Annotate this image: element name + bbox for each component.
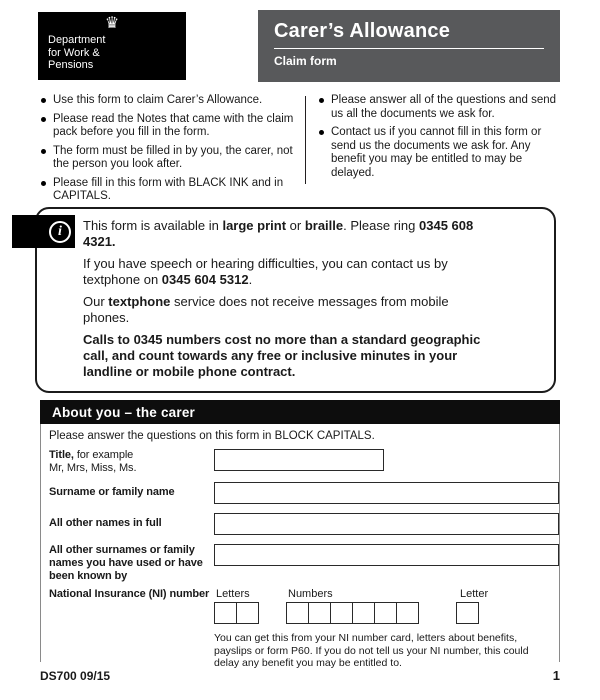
ni-help-text: You can get this from your NI number card, letters about benefits, payslips or form P60. If you do not tell us your NI number, this could delay any benefit you may be entitled to. bbox=[214, 632, 529, 669]
form-code: DS700 bbox=[40, 669, 77, 683]
ni-numbers-group bbox=[286, 602, 419, 624]
ni-field-label: National Insurance (NI) number bbox=[49, 588, 210, 600]
logo-line-1: Department bbox=[48, 34, 106, 46]
surname-field-row bbox=[49, 482, 551, 504]
info-paragraph: Calls to 0345 numbers cost no more than a standard geographic call, and count towards any free or inclusive minutes in your landline or mobile phone contract. bbox=[83, 332, 481, 379]
other-surnames-field-label: All other surnames or family names you have used or have been known by bbox=[49, 544, 203, 582]
other-names-field-label: All other names in full bbox=[49, 517, 162, 529]
form-subtitle: Claim form bbox=[274, 54, 337, 68]
intro-left-list bbox=[40, 94, 295, 209]
info-paragraph: Our textphone service does not receive messages from mobile phones. bbox=[83, 294, 449, 325]
title-divider bbox=[274, 48, 544, 49]
logo-line-2: for Work & bbox=[48, 46, 100, 59]
info-tab bbox=[12, 215, 75, 248]
surname-field-label: Surname or family name bbox=[49, 486, 175, 498]
block-capitals-instruction: Please answer the questions on this form in BLOCK CAPITALS. bbox=[49, 430, 375, 442]
accessibility-info-box bbox=[35, 207, 556, 393]
column-divider bbox=[305, 96, 306, 184]
title-field-row bbox=[49, 449, 551, 477]
other-names-input[interactable] bbox=[214, 513, 559, 535]
other-surnames-field-row bbox=[49, 544, 551, 584]
ni-number-box-6[interactable] bbox=[396, 602, 419, 624]
section-title: About you – the carer bbox=[52, 404, 195, 420]
ni-numbers-label: Numbers bbox=[288, 588, 333, 600]
title-label-line2: Mr, Mrs, Miss, Ms. bbox=[49, 462, 137, 474]
title-label-line1: Title, for example bbox=[49, 449, 134, 461]
ni-number-box-2[interactable] bbox=[308, 602, 331, 624]
intro-bullet: Please answer all of the questions and send us all the documents we ask for. bbox=[318, 94, 560, 121]
other-names-field-row bbox=[49, 513, 551, 535]
form-title: Carer’s Allowance bbox=[274, 20, 451, 42]
intro-right-list bbox=[318, 94, 560, 185]
ni-letter-box-1[interactable] bbox=[214, 602, 237, 624]
page-number: 1 bbox=[552, 668, 560, 683]
intro-bullet: The form must be filled in by you, the carer, not the person you look after. bbox=[40, 145, 295, 172]
ni-letter-label: Letter bbox=[460, 588, 489, 600]
ni-number-box-5[interactable] bbox=[374, 602, 397, 624]
logo-line-3: Pensions bbox=[48, 59, 94, 71]
surname-input[interactable] bbox=[214, 482, 559, 504]
ni-letter-box-2[interactable] bbox=[236, 602, 259, 624]
intro-bullet: Please read the Notes that came with the claim pack before you fill in the form. bbox=[40, 113, 295, 140]
ni-final-letter-group bbox=[456, 602, 479, 624]
info-paragraph: If you have speech or hearing difficulties, you can contact us by textphone on 0345 604 5312. bbox=[83, 256, 448, 287]
page-footer bbox=[40, 668, 560, 683]
title-input[interactable] bbox=[214, 449, 384, 471]
intro-bullet: Please fill in this form with BLACK INK and in CAPITALS. bbox=[40, 177, 295, 204]
ni-number-field-row bbox=[49, 588, 551, 670]
ni-number-box-1[interactable] bbox=[286, 602, 309, 624]
ni-letters-group bbox=[214, 602, 259, 624]
dwp-logo bbox=[38, 12, 186, 80]
ni-number-box-3[interactable] bbox=[330, 602, 353, 624]
section-header-about-you bbox=[40, 400, 560, 424]
dwp-logo-text bbox=[38, 34, 186, 72]
about-you-section bbox=[40, 424, 560, 669]
other-surnames-input[interactable] bbox=[214, 544, 559, 566]
info-icon: i bbox=[49, 221, 71, 243]
form-version: 09/15 bbox=[80, 669, 111, 683]
form-title-bar bbox=[258, 10, 560, 82]
ni-letters-label: Letters bbox=[216, 588, 250, 600]
title-field-label bbox=[49, 449, 221, 475]
footer-form-reference bbox=[40, 669, 110, 683]
info-paragraph: This form is available in large print or braille. Please ring 0345 608 4321. bbox=[83, 218, 474, 249]
crown-icon: ♛ bbox=[104, 15, 120, 32]
ni-final-letter-box[interactable] bbox=[456, 602, 479, 624]
intro-bullet: Use this form to claim Carer’s Allowance. bbox=[40, 94, 295, 108]
ni-number-box-4[interactable] bbox=[352, 602, 375, 624]
intro-bullet: Contact us if you cannot fill in this form or send us the documents we ask for. Any benefit you may be entitled to may be delayed. bbox=[318, 126, 560, 180]
